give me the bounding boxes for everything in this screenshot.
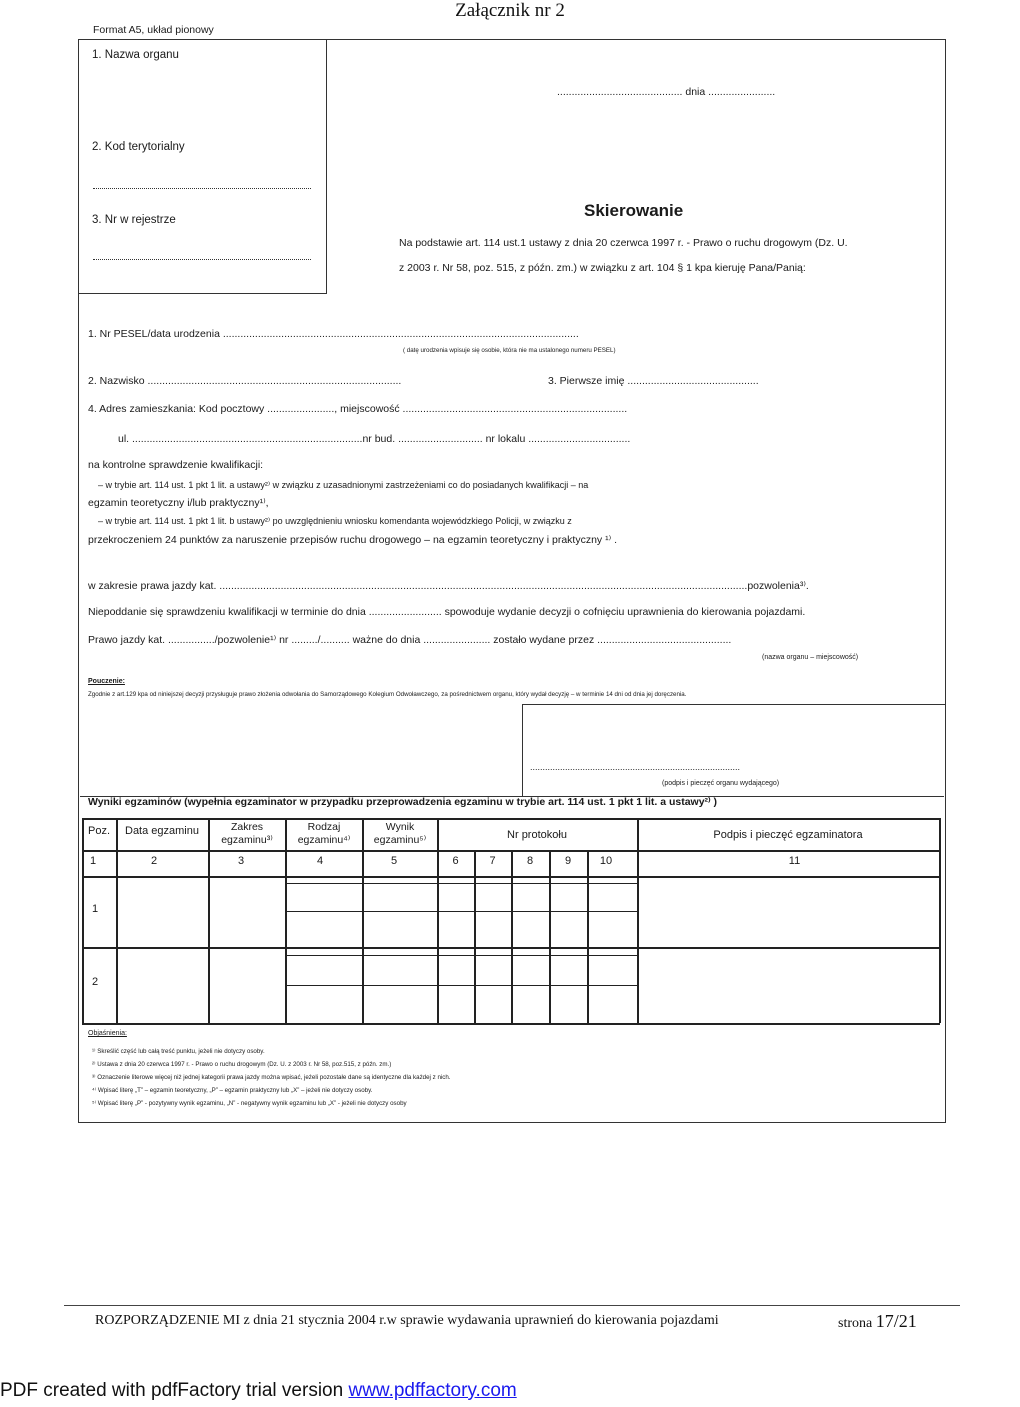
column-number: 7	[489, 855, 496, 867]
column-number: 1	[89, 855, 97, 867]
table-line	[939, 818, 941, 1023]
table-line	[637, 818, 639, 1023]
table-line	[82, 1023, 940, 1025]
header-exam-result: Wynik egzaminu⁵⁾	[373, 821, 427, 846]
column-number: 6	[452, 855, 459, 867]
column-number: 8	[526, 855, 534, 867]
table-line	[285, 955, 637, 956]
table-line	[285, 818, 287, 1023]
table-line	[82, 818, 940, 820]
note-item: ¹⁾ Skreślić część lub całą treść punktu, jeżeli nie dotyczy osoby.	[92, 1048, 265, 1055]
register-number-label: 3. Nr w rejestrze	[92, 214, 176, 226]
table-line	[285, 985, 637, 986]
table-line	[437, 818, 439, 1023]
address-field: 4. Adres zamieszkania: Kod pocztowy ......................., miejscowość .............................................................................	[88, 403, 628, 415]
footer-rule	[64, 1305, 960, 1306]
table-line	[511, 850, 513, 1023]
page-label: strona	[838, 1316, 873, 1331]
territorial-code-label: 2. Kod terytorialny	[92, 141, 185, 153]
option-b-line2: przekroczeniem 24 punktów za naruszenie przepisów ruchu drogowego – na egzamin teoretyczny i praktyczny ¹⁾ .	[88, 534, 618, 546]
attachment-title: Załącznik nr 2	[455, 0, 565, 21]
table-line	[587, 850, 589, 1023]
legal-basis-line1: Na podstawie art. 114 ust.1 ustawy z dnia 20 czerwca 1997 r. - Prawo o ruchu drogowym (Dz. U.	[399, 237, 848, 249]
footer-regulation: ROZPORZĄDZENIE MI z dnia 21 stycznia 2004 r.w sprawie wydawania uprawnień do kierowania pojazdami	[95, 1313, 719, 1328]
note-item: ³⁾ Oznaczenie literowe więcej niż jednej kategorii prawa jazdy można wpisać, jeżeli pozostałe dane są identyczne dla każdej z nich.	[92, 1074, 451, 1081]
license-scope-field: w zakresie prawa jazdy kat. .....................................................................................................................................................................................pozwolenia³⁾.	[88, 580, 809, 592]
table-line	[285, 911, 637, 912]
legal-basis-line2: z 2003 r. Nr 58, poz. 515, z późn. zm.) w związku z art. 104 § 1 kpa kieruję Pana/Panią:	[399, 262, 806, 274]
note-item: ⁴⁾ Wpisać literę „T” – egzamin teoretyczny, „P” – egzamin praktyczny lub „X” – jeżeli nie dotyczy osoby.	[92, 1087, 373, 1094]
format-label: Format A5, układ pionowy	[93, 24, 214, 36]
check-purpose: na kontrolne sprawdzenie kwalifikacji:	[88, 459, 264, 471]
pdf-watermark	[0, 1380, 517, 1402]
surname-field: 2. Nazwisko .......................................................................................	[88, 375, 402, 387]
column-number: 2	[150, 855, 158, 867]
instruction-heading: Pouczenie:	[88, 678, 125, 685]
footer-page	[838, 1311, 917, 1332]
header-exam-type: Rodzaj egzaminu⁴⁾	[297, 821, 351, 846]
stamp-label: (podpis i pieczęć organu wydającego)	[662, 780, 780, 787]
dotted-line	[93, 259, 311, 260]
license-info-field: Prawo jazdy kat. ................/pozwolenie¹⁾ nr ........./.......... ważne do dnia ....................... zostało wydane przez ..............................................	[88, 634, 732, 646]
table-line	[82, 818, 84, 1023]
instruction-text: Zgodnie z art.129 kpa od niniejszej decyzji przysługuje prawo złożenia odwołania do Samorządowego Kolegium Odwoławczego, za pośrednictwem organu, który wydał decyzję – w terminie 14 dni od dnia jej doręczenia.	[88, 691, 687, 698]
first-name-field: 3. Pierwsze imię .............................................	[548, 375, 759, 387]
table-line	[208, 818, 210, 1023]
header-position: Poz.	[87, 825, 110, 837]
column-number: 10	[599, 855, 613, 867]
header-examiner-signature: Podpis i pieczęć egzaminatora	[713, 829, 863, 841]
table-row: 1	[91, 903, 99, 915]
note-item: ⁵⁾ Wpisać literę „P” - pozytywny wynik egzaminu, „N” - negatywny wynik egzaminu lub „X” - jeżeli nie dotyczy osoby	[92, 1100, 407, 1107]
page-number: 17/21	[875, 1311, 917, 1331]
watermark-text: PDF created with pdfFactory trial version	[0, 1380, 344, 1401]
organ-note: (nazwa organu – miejscowość)	[762, 654, 859, 661]
column-number: 3	[237, 855, 245, 867]
table-line	[474, 850, 476, 1023]
watermark-link[interactable]: www.pdffactory.com	[348, 1380, 517, 1401]
table-line	[116, 818, 118, 1023]
column-number: 11	[788, 855, 801, 867]
results-title: Wyniki egzaminów (wypełnia egzaminator w przypadku przeprowadzenia egzaminu w trybie art. 114 ust. 1 pkt 1 lit. a ustawy²⁾ )	[88, 796, 718, 808]
column-number: 9	[564, 855, 572, 867]
stamp-dots: ....................................................................................	[530, 762, 741, 772]
notes-heading: Objaśnienia:	[88, 1030, 127, 1037]
option-b-line1: – w trybie art. 114 ust. 1 pkt 1 lit. b ustawy²⁾ po uwzględnieniu wniosku komendanta wojewódzkiego Policji, w związku z	[98, 516, 572, 526]
column-number: 5	[390, 855, 398, 867]
deadline-warning: Niepoddanie się sprawdzeniu kwalifikacji w terminie do dnia ......................... spowoduje wydanie decyzji o cofnięciu uprawnienia do kierowania pojazdami.	[88, 606, 806, 618]
pesel-field: 1. Nr PESEL/data urodzenia ..........................................................................................................................	[88, 328, 579, 340]
dotted-line	[93, 188, 311, 189]
note-item: ²⁾ Ustawa z dnia 20 czerwca 1997 r. - Prawo o ruchu drogowym (Dz. U. z 2003 r. Nr 58, poz.515, z późn. zm.)	[92, 1061, 392, 1068]
pesel-note: ( datę urodzenia wpisuje się osobie, która nie ma ustalonego numeru PESEL)	[403, 347, 616, 354]
header-exam-date: Data egzaminu	[125, 825, 199, 837]
table-line	[362, 818, 364, 1023]
organ-box	[78, 39, 327, 294]
column-number: 4	[316, 855, 324, 867]
header-protocol-number: Nr protokołu	[507, 829, 567, 841]
option-a-line2: egzamin teoretyczny i/lub praktyczny¹⁾,	[88, 497, 269, 509]
table-row: 2	[91, 976, 99, 988]
street-field: ul. ...............................................................................nr bud. ............................. nr lokalu ...................................	[118, 433, 631, 445]
date-line: ........................................... dnia .......................	[557, 86, 776, 98]
form-title: Skierowanie	[584, 201, 684, 220]
table-line	[285, 883, 637, 884]
header-exam-scope: Zakres egzaminu³⁾	[221, 821, 273, 846]
option-a-line1: – w trybie art. 114 ust. 1 pkt 1 lit. a ustawy²⁾ w związku z uzasadnionymi zastrzeżeniami co do posiadanych kwalifikacji – na	[98, 480, 589, 490]
table-line	[549, 850, 551, 1023]
organ-name-label: 1. Nazwa organu	[92, 49, 179, 61]
